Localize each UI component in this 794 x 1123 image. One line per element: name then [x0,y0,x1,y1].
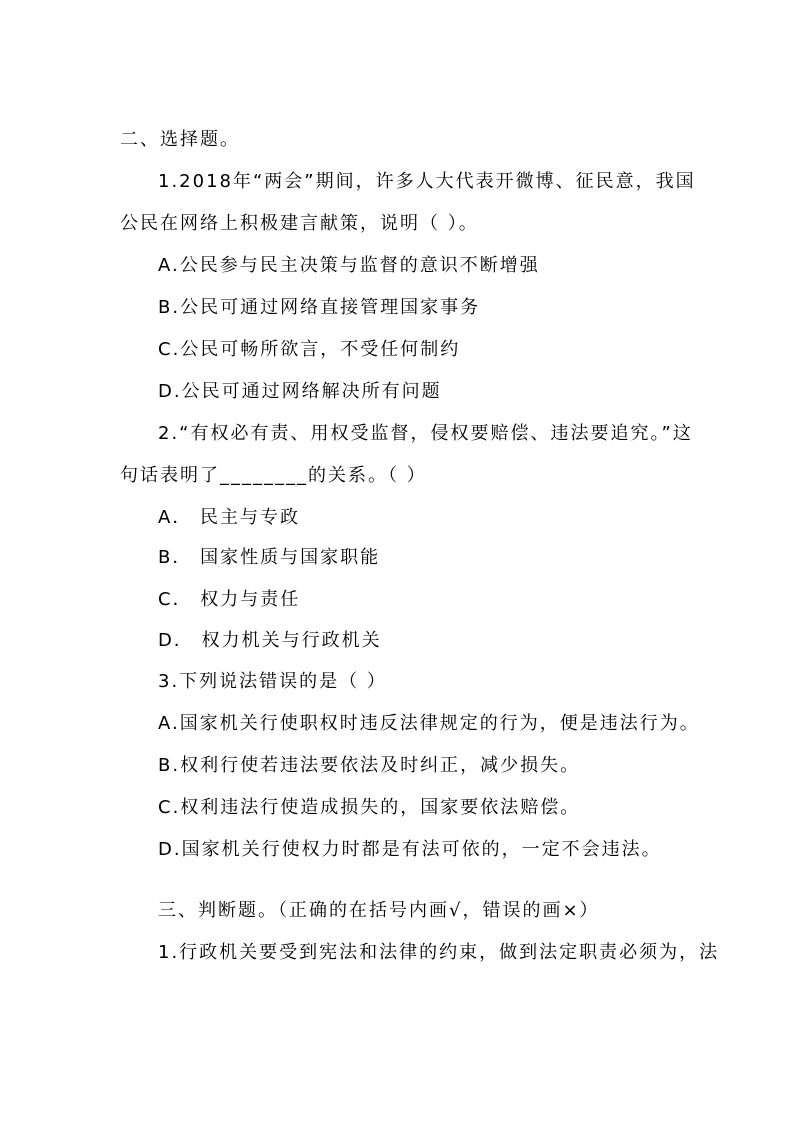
question-1-option-a: A.公民参与民主决策与监督的意识不断增强 [158,255,540,276]
section-heading-true-false: 三、判断题。（正确的在括号内画√，错误的画×） [158,900,600,921]
question-1-text-line-1: 1.2018年“两会”期间，许多人大代表开微博、征民意，我国 [158,171,696,192]
question-2-option-c: C． 权力与责任 [158,589,301,610]
question-2-option-a: A． 民主与专政 [158,507,301,528]
question-3-option-c: C.权利违法行使造成损失的，国家要依法赔偿。 [158,797,581,818]
question-1-text-line-2: 公民在网络上积极建言献策，说明（ ）。 [120,213,479,234]
question-3-option-d: D.国家机关行使权力时都是有法可依的，一定不会违法。 [158,839,662,860]
question-2-option-b: B． 国家性质与国家职能 [158,547,381,568]
question-3-option-b: B.权利行使若违法要依法及时纠正，减少损失。 [158,755,581,776]
question-1-option-c: C.公民可畅所欲言，不受任何制约 [158,339,461,360]
question-3-option-a: A.国家机关行使职权时违反法律规定的行为，便是违法行为。 [158,713,700,734]
true-false-question-1-line-1: 1.行政机关要受到宪法和法律的约束，做到法定职责必须为，法 [158,942,720,963]
question-2-text-line-1: 2.“有权必有责、用权受监督，侵权要赔偿、违法要追究。”这 [158,423,693,444]
question-2-text-line-2: 句话表明了________的关系。（ ） [120,465,427,486]
section-heading-choice: 二、选择题。 [120,129,240,150]
question-1-option-b: B.公民可通过网络直接管理国家事务 [158,297,481,318]
question-3-text: 3.下列说法错误的是（ ） [158,671,387,692]
question-1-option-d: D.公民可通过网络解决所有问题 [158,381,442,402]
question-2-option-d: D． 权力机关与行政机关 [158,630,382,651]
